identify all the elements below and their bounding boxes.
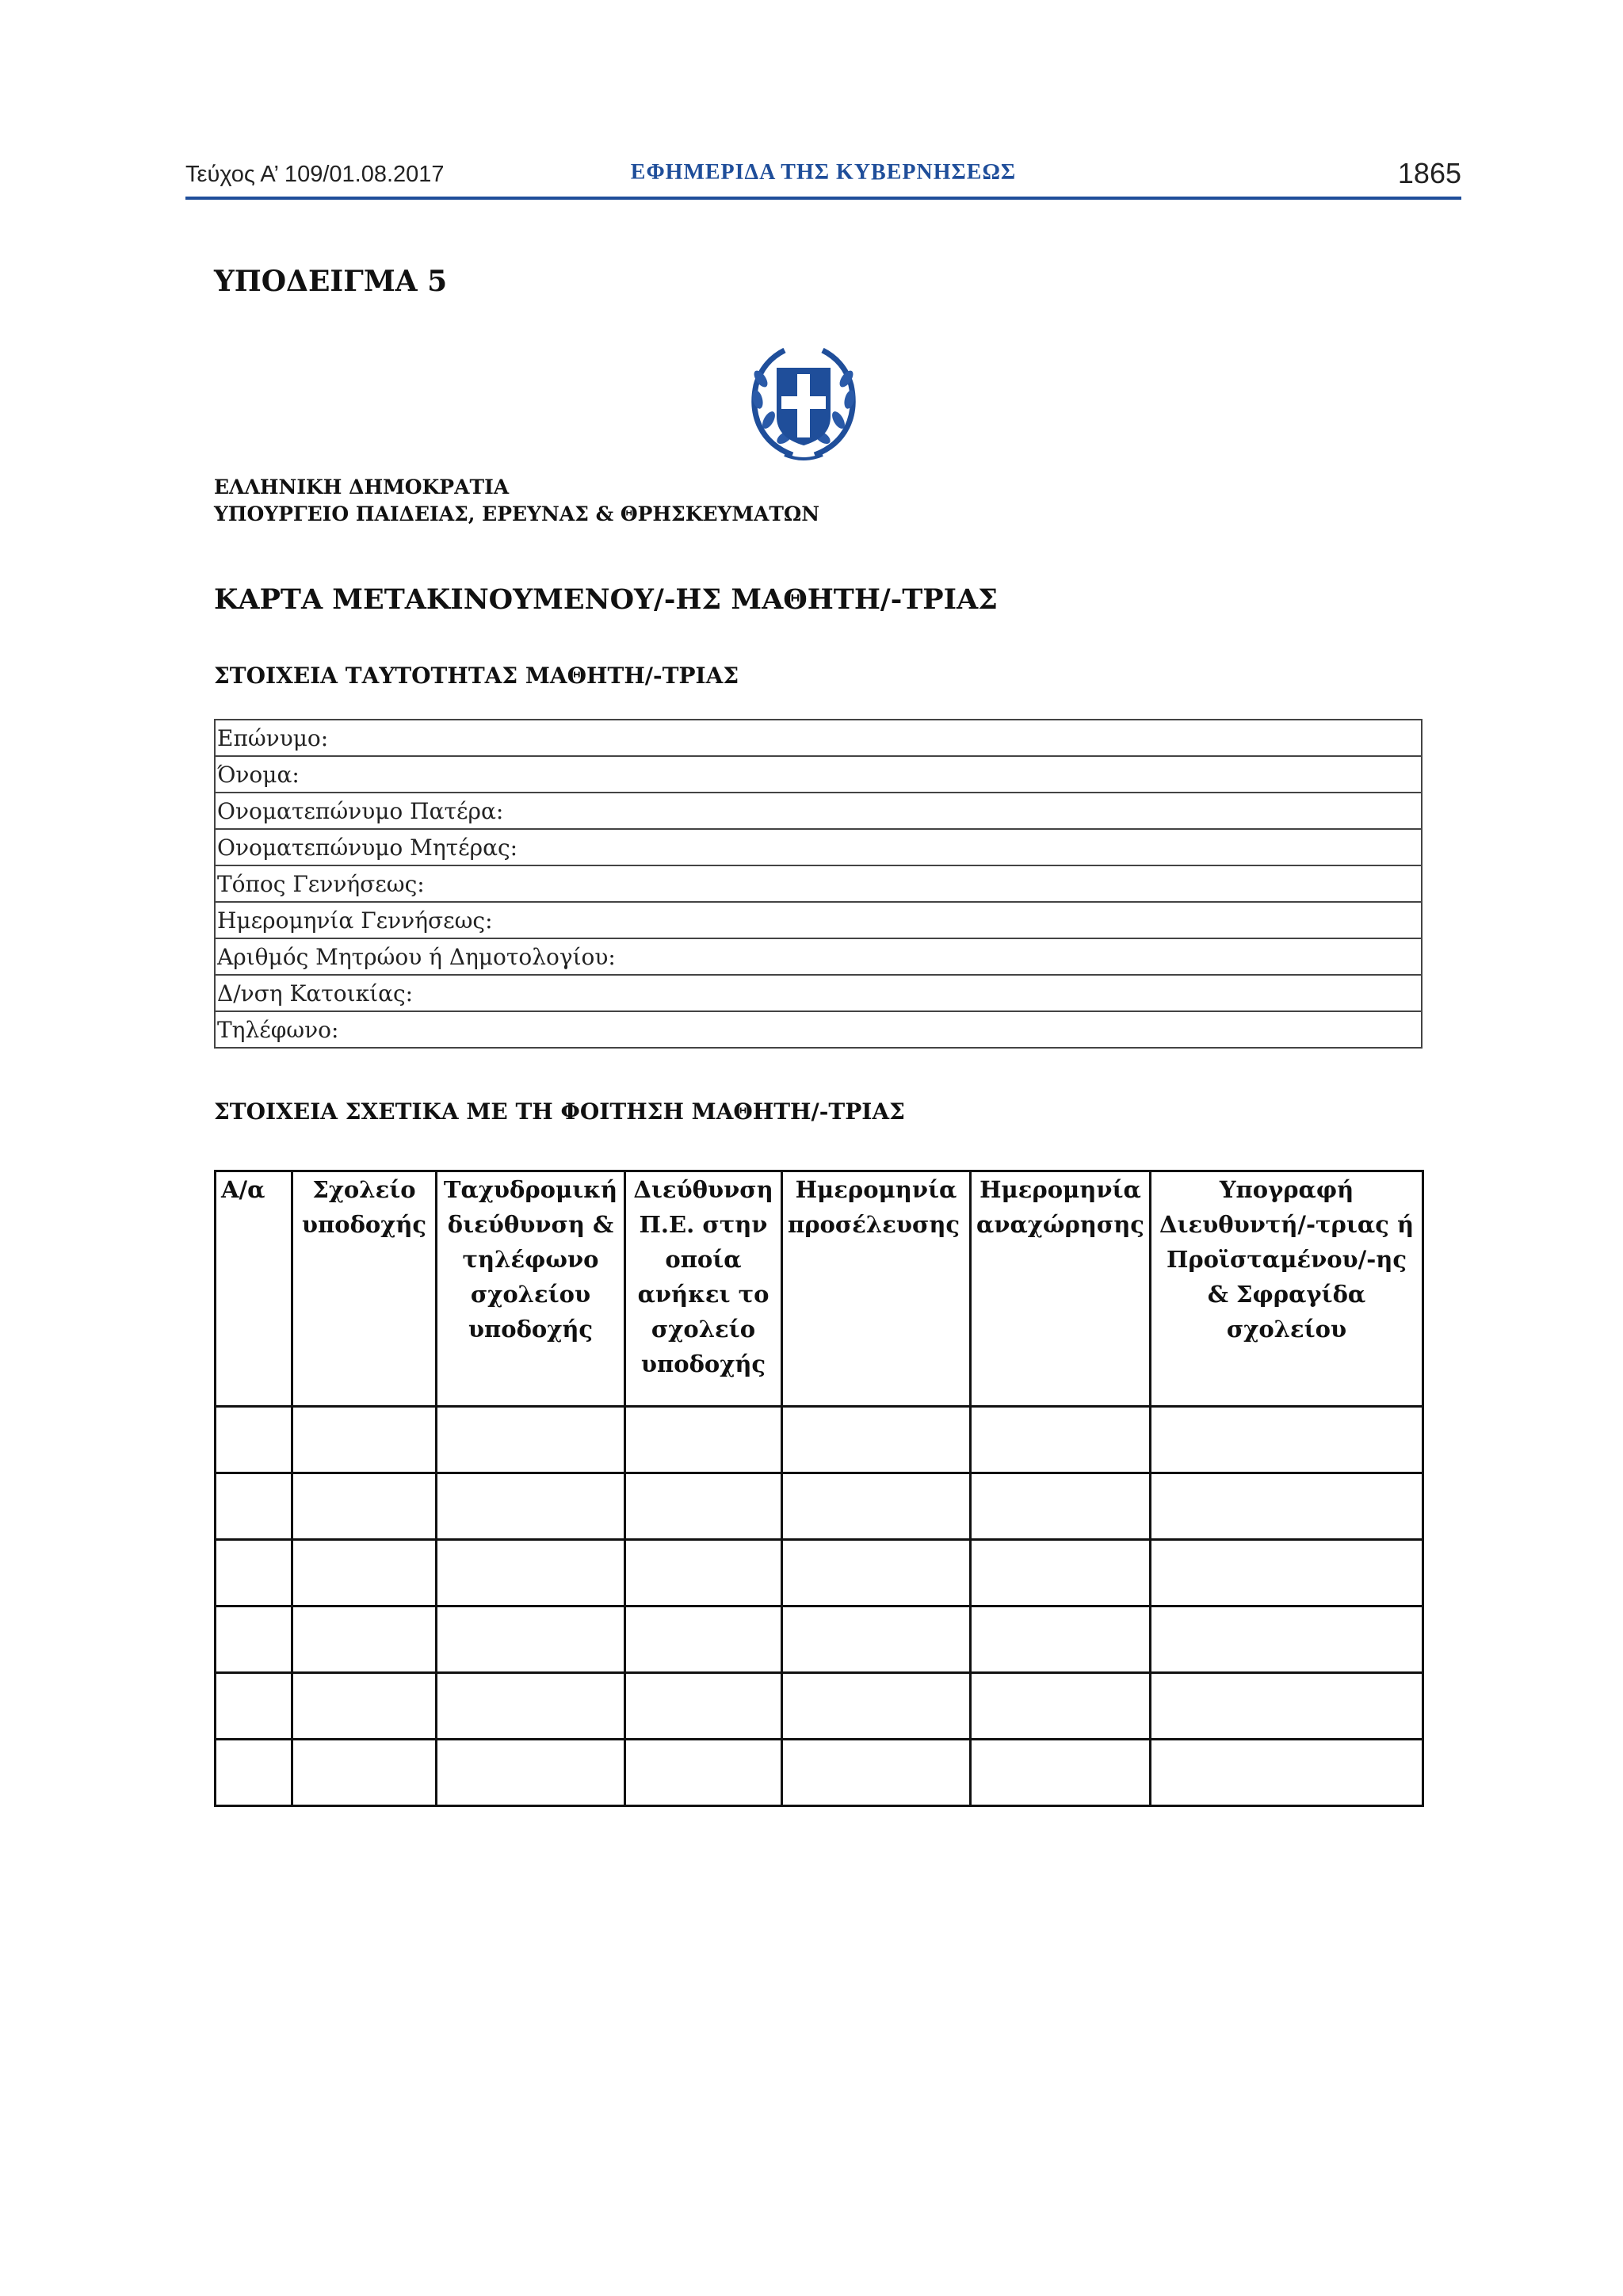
table-cell[interactable] [216,1673,292,1740]
table-row [216,1606,1423,1673]
table-row [216,1540,1423,1606]
attendance-section-title: ΣΤΟΙΧΕΙΑ ΣΧΕΤΙΚΑ ΜΕ ΤΗ ΦΟΙΤΗΣΗ ΜΑΘΗΤΗ/-ΤΡΙΑΣ [214,1098,905,1125]
table-row [215,902,1422,938]
table-cell[interactable] [292,1473,437,1540]
table-cell[interactable] [437,1473,625,1540]
phone-field[interactable]: Τηλέφωνο: [215,1011,1422,1048]
table-cell[interactable] [1151,1740,1423,1806]
table-cell[interactable] [782,1473,971,1540]
table-row [215,975,1422,1011]
table-cell[interactable] [782,1407,971,1473]
address-field[interactable]: Δ/νση Κατοικίας: [215,975,1422,1011]
father-name-field[interactable]: Ονοματεπώνυμο Πατέρα: [215,793,1422,829]
greek-republic-emblem-icon [745,344,862,464]
table-cell[interactable] [437,1606,625,1673]
table-row [215,829,1422,865]
registry-number-field[interactable]: Αριθμός Μητρώου ή Δημοτολογίου: [215,938,1422,975]
table-row [216,1407,1423,1473]
table-cell[interactable] [971,1540,1151,1606]
table-cell[interactable] [625,1740,782,1806]
table-row [215,1011,1422,1048]
gazette-header [185,157,1461,198]
column-header-index: Α/α [216,1171,292,1407]
surname-field[interactable]: Επώνυμο: [215,720,1422,756]
header-rule [185,197,1461,200]
table-cell[interactable] [1151,1606,1423,1673]
table-cell[interactable] [971,1606,1151,1673]
table-row [216,1740,1423,1806]
table-cell[interactable] [216,1606,292,1673]
table-row [215,756,1422,793]
table-row [216,1473,1423,1540]
table-cell[interactable] [292,1540,437,1606]
identity-table [214,719,1423,1049]
table-cell[interactable] [216,1407,292,1473]
table-cell[interactable] [437,1540,625,1606]
table-cell[interactable] [437,1673,625,1740]
card-title: ΚΑΡΤΑ ΜΕΤΑΚΙΝΟΥΜΕΝΟΥ/-ΗΣ ΜΑΘΗΤΗ/-ΤΡΙΑΣ [214,583,998,616]
page-number: 1865 [1397,157,1461,189]
table-row [215,793,1422,829]
table-cell[interactable] [625,1473,782,1540]
table-cell[interactable] [437,1407,625,1473]
table-row [216,1673,1423,1740]
birthdate-field[interactable]: Ημερομηνία Γεννήσεως: [215,902,1422,938]
column-header-school: Σχολείο υποδοχής [292,1171,437,1407]
table-cell[interactable] [782,1540,971,1606]
republic-label: ΕΛΛΗΝΙΚΗ ΔΗΜΟΚΡΑΤΙΑ [214,476,510,499]
table-cell[interactable] [292,1407,437,1473]
identity-section-title: ΣΤΟΙΧΕΙΑ ΤΑΥΤΟΤΗΤΑΣ ΜΑΘΗΤΗ/-ΤΡΙΑΣ [214,663,739,689]
issuer-block [214,474,819,528]
table-cell[interactable] [782,1673,971,1740]
table-cell[interactable] [216,1540,292,1606]
table-cell[interactable] [625,1673,782,1740]
table-cell[interactable] [437,1740,625,1806]
column-header-arrival-date: Ημερομηνία προσέλευσης [782,1171,971,1407]
table-cell[interactable] [971,1407,1151,1473]
column-header-directorate: Διεύθυνση Π.Ε. στην οποία ανήκει το σχολείο υποδοχής [625,1171,782,1407]
table-cell[interactable] [782,1606,971,1673]
attendance-header-row [216,1171,1423,1407]
table-cell[interactable] [216,1740,292,1806]
ministry-label: ΥΠΟΥΡΓΕΙΟ ΠΑΙΔΕΙΑΣ, ΕΡΕΥΝΑΣ & ΘΡΗΣΚΕΥΜΑΤΩΝ [214,502,820,525]
column-header-signature: Υπογραφή Διευθυντή/-τριας ή Προϊσταμένου/-ης & Σφραγίδα σχολείου [1151,1171,1423,1407]
table-cell[interactable] [1151,1473,1423,1540]
table-cell[interactable] [216,1473,292,1540]
table-cell[interactable] [1151,1673,1423,1740]
table-cell[interactable] [971,1473,1151,1540]
table-cell[interactable] [782,1740,971,1806]
table-cell[interactable] [292,1606,437,1673]
gazette-title: ΕΦΗΜΕΡΙΔΑ ΤΗΣ ΚΥΒΕΡΝΗΣΕΩΣ [630,160,1017,185]
attendance-table [214,1170,1424,1807]
table-cell[interactable] [971,1673,1151,1740]
table-row [215,720,1422,756]
attendance-rows [216,1407,1423,1806]
first-name-field[interactable]: Όνομα: [215,756,1422,793]
table-row [215,865,1422,902]
table-row [215,938,1422,975]
table-cell[interactable] [1151,1540,1423,1606]
mother-name-field[interactable]: Ονοματεπώνυμο Μητέρας: [215,829,1422,865]
table-cell[interactable] [971,1740,1151,1806]
table-cell[interactable] [625,1540,782,1606]
table-cell[interactable] [292,1740,437,1806]
table-cell[interactable] [625,1407,782,1473]
table-cell[interactable] [292,1673,437,1740]
issue-label: Τεύχος Α’ 109/01.08.2017 [185,162,445,187]
birthplace-field[interactable]: Τόπος Γεννήσεως: [215,865,1422,902]
table-cell[interactable] [625,1606,782,1673]
column-header-departure-date: Ημερομηνία αναχώρησης [971,1171,1151,1407]
table-cell[interactable] [1151,1407,1423,1473]
model-title: ΥΠΟΔΕΙΓΜΑ 5 [214,265,448,298]
column-header-address-phone: Ταχυδρομική διεύθυνση & τηλέφωνο σχολείου υποδοχής [437,1171,625,1407]
